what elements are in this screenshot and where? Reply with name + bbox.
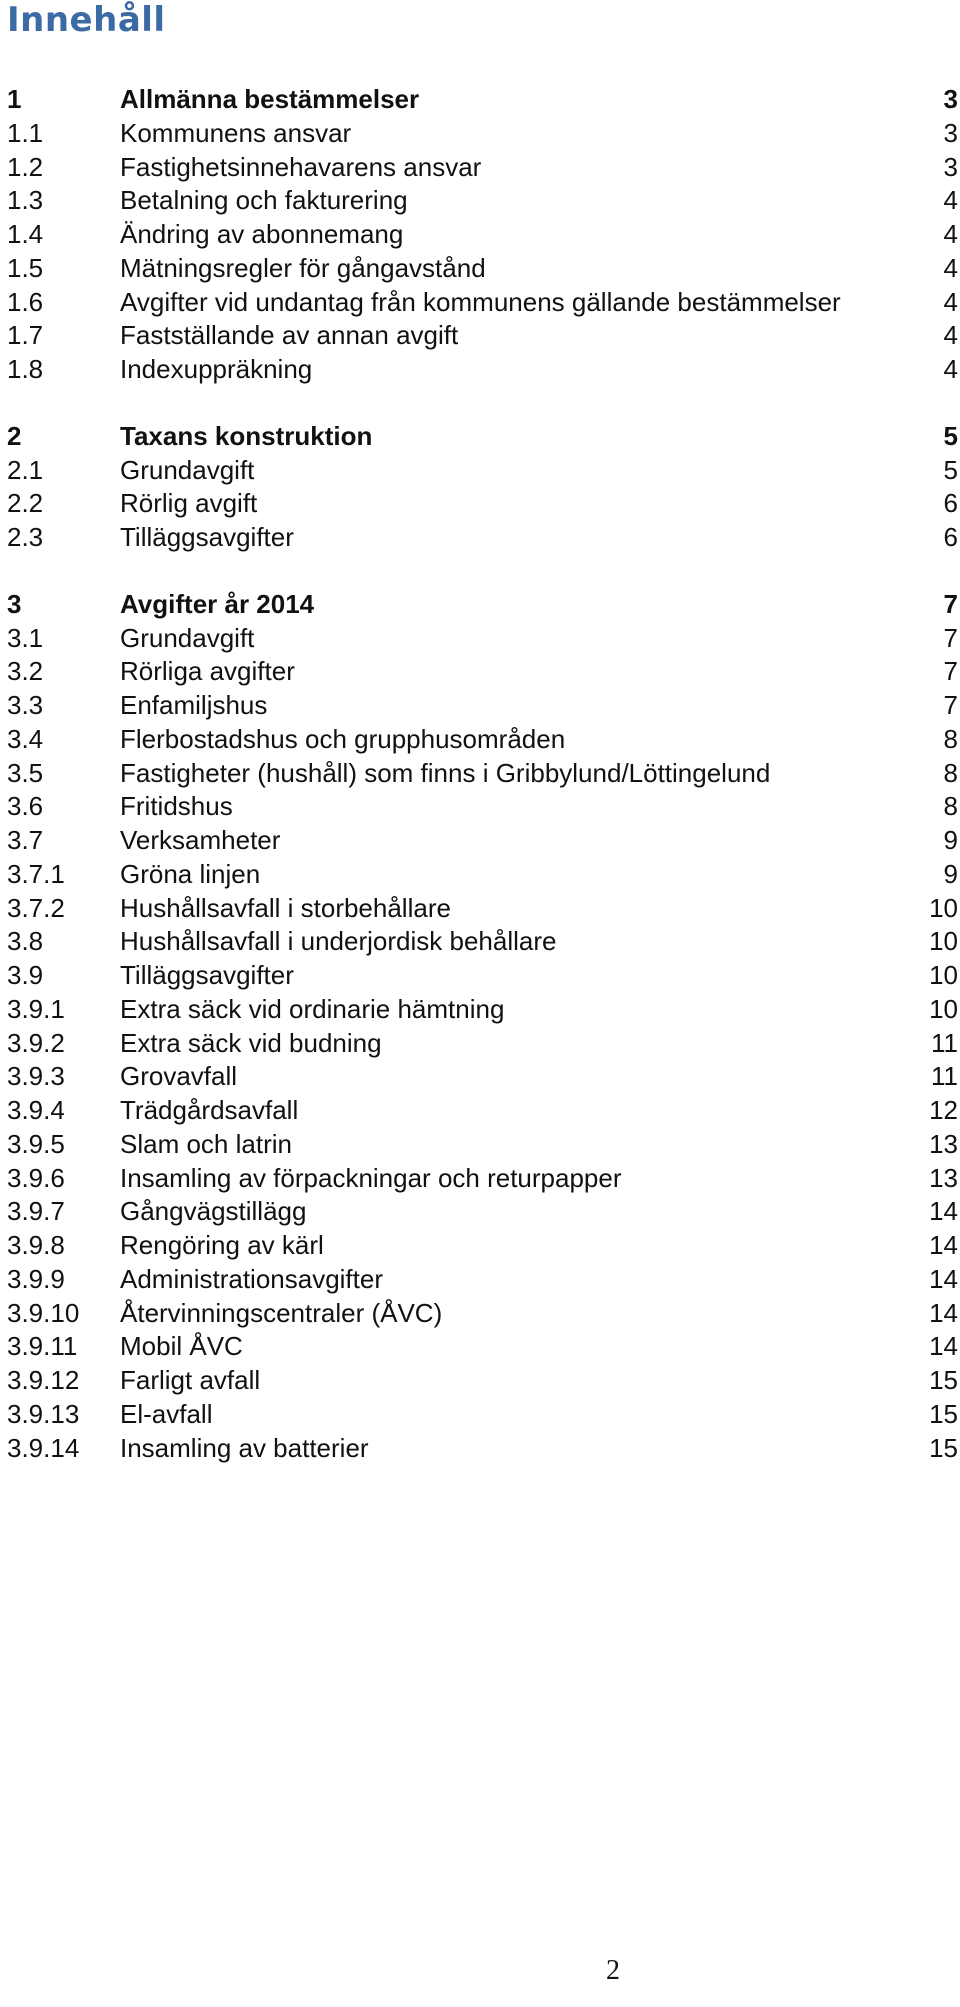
toc-entry-page: 8: [943, 791, 958, 822]
toc-entry-number: 3.9.9: [7, 1263, 65, 1294]
toc-entry-title: Verksamheter: [120, 825, 281, 855]
toc-entry-number: 3.6: [7, 791, 44, 822]
toc-entry-page: 4: [943, 219, 958, 249]
toc-entry-number: 3.9.8: [7, 1230, 65, 1260]
toc-entry-number: 1.1: [7, 117, 44, 148]
toc-entry[interactable]: [0, 486, 960, 520]
toc-entry-page: 6: [943, 522, 958, 552]
toc-entry-title: Grovavfall: [120, 1061, 238, 1092]
toc-entry-title: Betalning och fakturering: [120, 185, 408, 216]
toc-entry-title: Fritidshus: [120, 791, 233, 822]
toc-entry-number: 3.9.6: [7, 1162, 65, 1193]
toc-entry-title: Fastställande av annan avgift: [120, 320, 459, 351]
toc-entry[interactable]: [0, 1059, 960, 1093]
toc-entry[interactable]: [0, 1127, 960, 1161]
toc-entry[interactable]: [0, 1194, 960, 1228]
toc-entry[interactable]: [0, 857, 960, 891]
toc-entry-number: 1.6: [7, 286, 44, 317]
toc-entry-page: 4: [943, 354, 958, 384]
toc-entry-page: 14: [929, 1230, 958, 1260]
toc-entry-title: Avgifter år 2014: [120, 588, 315, 619]
toc-entry-page: 4: [943, 286, 958, 317]
toc-entry-title: Grundavgift: [120, 622, 255, 653]
toc-entry-title: Trädgårdsavfall: [120, 1095, 299, 1125]
toc-entry[interactable]: [0, 1093, 960, 1127]
toc-entry-number: 3.9.14: [7, 1432, 80, 1463]
toc-entry-page: 8: [943, 757, 958, 788]
toc-entry[interactable]: [0, 1228, 960, 1262]
toc-entry[interactable]: [0, 621, 960, 655]
toc-entry-number: 3.7: [7, 825, 44, 855]
toc-entry-title: Taxans konstruktion: [120, 420, 373, 451]
toc-entry-title: Extra säck vid ordinarie hämtning: [120, 993, 505, 1024]
toc-entry-page: 10: [929, 892, 958, 923]
toc-entry-number: 1.3: [7, 185, 44, 216]
toc-entry-title: Hushållsavfall i storbehållare: [120, 892, 451, 923]
toc-entry[interactable]: [0, 756, 960, 790]
page-number: [0, 1955, 960, 1987]
toc-entry[interactable]: [0, 891, 960, 925]
toc-entry[interactable]: [0, 924, 960, 958]
toc-entry-page: 13: [929, 1162, 958, 1193]
toc-entry-title: Administrationsavgifter: [120, 1263, 383, 1294]
toc-entry-page: 10: [929, 960, 958, 990]
toc-entry[interactable]: [0, 1363, 960, 1397]
toc-entry-number: 1.4: [7, 219, 44, 249]
toc-entry-title: Insamling av förpackningar och returpapper: [120, 1162, 622, 1193]
toc-entry-title: Kommunens ansvar: [120, 117, 352, 148]
toc-entry-title: Extra säck vid budning: [120, 1027, 382, 1058]
toc-entry-number: 3.9.1: [7, 993, 65, 1024]
toc-entry-page: 10: [929, 993, 958, 1024]
toc-entry-title: Flerbostadshus och grupphusområden: [120, 723, 566, 754]
toc-entry[interactable]: [0, 1329, 960, 1363]
toc-entry-number: 3.9.5: [7, 1128, 65, 1159]
toc-entry[interactable]: [0, 1026, 960, 1060]
toc-entry[interactable]: [0, 1262, 960, 1296]
toc-entry[interactable]: [0, 453, 960, 487]
toc-entry-title: Farligt avfall: [120, 1365, 261, 1395]
toc-entry-title: Enfamiljshus: [120, 690, 268, 720]
toc-entry-number: 1.5: [7, 252, 44, 283]
toc-entry-number: 2.1: [7, 454, 44, 485]
page-number-text: 2: [606, 1955, 620, 1986]
toc-entry-page: 3: [943, 84, 958, 114]
toc-entry-number: 3.1: [7, 622, 44, 653]
toc-entry-page: 14: [929, 1331, 958, 1362]
toc-entry-number: 1.2: [7, 151, 44, 182]
toc-entry-number: 2.3: [7, 522, 44, 552]
toc-entry-number: 3: [7, 588, 22, 619]
toc-entry[interactable]: [0, 958, 960, 992]
toc-entry-page: 15: [929, 1365, 958, 1395]
toc-entry-page: 9: [943, 825, 958, 855]
toc-section-entry[interactable]: [0, 419, 960, 453]
toc-entry[interactable]: [0, 654, 960, 688]
toc-entry-number: 2: [7, 420, 22, 451]
toc-entry[interactable]: [0, 992, 960, 1026]
toc-entry-number: 1: [7, 84, 22, 114]
toc-entry-title: Fastighetsinnehavarens ansvar: [120, 151, 482, 182]
toc-entry-page: 11: [931, 1061, 958, 1092]
toc-entry-page: 5: [943, 454, 958, 485]
toc-entry-page: 15: [929, 1432, 958, 1463]
toc-entry-page: 15: [929, 1398, 958, 1429]
toc-entry[interactable]: [0, 217, 960, 251]
toc-entry-title: Tilläggsavgifter: [120, 522, 294, 552]
toc-entry-page: 9: [943, 858, 958, 889]
toc-entry[interactable]: [0, 285, 960, 319]
toc-entry-number: 1.7: [7, 320, 44, 351]
toc-entry-page: 7: [943, 656, 958, 687]
toc-entry-page: 6: [943, 488, 958, 519]
toc-section-entry[interactable]: [0, 82, 960, 116]
toc-entry-number: 3.3: [7, 690, 44, 720]
toc-entry-page: 7: [943, 622, 958, 653]
toc-entry-number: 3.9.10: [7, 1297, 80, 1328]
toc-entry-title: Hushållsavfall i underjordisk behållare: [120, 926, 557, 957]
toc-entry-title: Allmänna bestämmelser: [120, 84, 420, 114]
toc-entry[interactable]: [0, 722, 960, 756]
toc-entry-number: 3.9: [7, 960, 44, 990]
toc-entry-page: 3: [943, 151, 958, 182]
toc-entry-number: 3.2: [7, 656, 44, 687]
toc-entry-number: 3.7.1: [7, 858, 65, 889]
toc-entry-page: 7: [943, 588, 958, 619]
toc-entry-page: 3: [943, 117, 958, 148]
toc-entry-title: Slam och latrin: [120, 1128, 292, 1159]
toc-entry[interactable]: [0, 183, 960, 217]
toc-entry[interactable]: [0, 251, 960, 285]
toc-entry[interactable]: [0, 520, 960, 554]
toc-entry-page: 12: [929, 1095, 958, 1125]
toc-entry-title: Rörlig avgift: [120, 488, 258, 519]
toc-entry-number: 3.9.11: [7, 1331, 78, 1362]
toc-entry-title: El-avfall: [120, 1398, 213, 1429]
toc-entry-number: 3.5: [7, 757, 44, 788]
toc-entry-title: Mätningsregler för gångavstånd: [120, 252, 486, 283]
toc-entry-page: 14: [929, 1196, 958, 1227]
toc-entry-number: 3.9.13: [7, 1398, 80, 1429]
toc-entry-title: Avgifter vid undantag från kommunens gällande bestämmelser: [120, 286, 841, 317]
toc-entry[interactable]: [0, 1397, 960, 1431]
toc-entry-title: Återvinningscentraler (ÅVC): [120, 1297, 443, 1328]
toc-entry-title: Gångvägstillägg: [120, 1196, 307, 1227]
toc-entry-number: 3.7.2: [7, 892, 65, 923]
toc-entry-page: 8: [943, 723, 958, 754]
toc-entry-page: 10: [929, 926, 958, 957]
toc-entry-number: 3.4: [7, 723, 44, 754]
toc-entry-title: Tilläggsavgifter: [120, 960, 294, 990]
toc-entry-page: 4: [943, 252, 958, 283]
toc-entry-number: 3.9.2: [7, 1027, 65, 1058]
toc-entry-title: Fastigheter (hushåll) som finns i Gribbylund/Löttingelund: [120, 757, 771, 788]
toc-entry-title: Ändring av abonnemang: [120, 219, 404, 249]
toc-entry-page: 7: [943, 690, 958, 720]
toc-entry[interactable]: [0, 150, 960, 184]
toc-entry-number: 2.2: [7, 488, 44, 519]
toc-entry[interactable]: [0, 116, 960, 150]
toc-entry[interactable]: [0, 789, 960, 823]
toc-entry-number: 3.9.3: [7, 1061, 65, 1092]
toc-entry-number: 3.8: [7, 926, 44, 957]
toc-entry[interactable]: [0, 1296, 960, 1330]
toc-entry-number: 3.9.12: [7, 1365, 80, 1395]
toc-section-entry[interactable]: [0, 587, 960, 621]
toc-entry[interactable]: [0, 1431, 960, 1465]
toc-entry-title: Grundavgift: [120, 454, 255, 485]
toc-entry-title: Indexuppräkning: [120, 354, 313, 384]
toc-entry[interactable]: [0, 318, 960, 352]
toc-entry-title: Rörliga avgifter: [120, 656, 295, 687]
toc-entry-page: 14: [929, 1263, 958, 1294]
toc-entry-title: Insamling av batterier: [120, 1432, 369, 1463]
toc-entry-number: 1.8: [7, 354, 44, 384]
toc-entry-page: 4: [943, 185, 958, 216]
toc-entry[interactable]: [0, 688, 960, 722]
toc-entry-page: 4: [943, 320, 958, 351]
toc-entry[interactable]: [0, 1161, 960, 1195]
toc-entry-page: 5: [943, 420, 958, 451]
toc-entry-title: Gröna linjen: [120, 858, 261, 889]
toc-entry-title: Rengöring av kärl: [120, 1230, 324, 1260]
page-title: Innehåll: [7, 0, 166, 40]
toc-entry[interactable]: [0, 823, 960, 857]
toc-entry-page: 13: [929, 1128, 958, 1159]
toc-entry-page: 14: [929, 1297, 958, 1328]
toc-entry-number: 3.9.4: [7, 1095, 65, 1125]
toc-entry[interactable]: [0, 352, 960, 386]
toc-entry-number: 3.9.7: [7, 1196, 65, 1227]
toc-entry-title: Mobil ÅVC: [120, 1331, 243, 1362]
toc-entry-page: 11: [931, 1027, 958, 1058]
